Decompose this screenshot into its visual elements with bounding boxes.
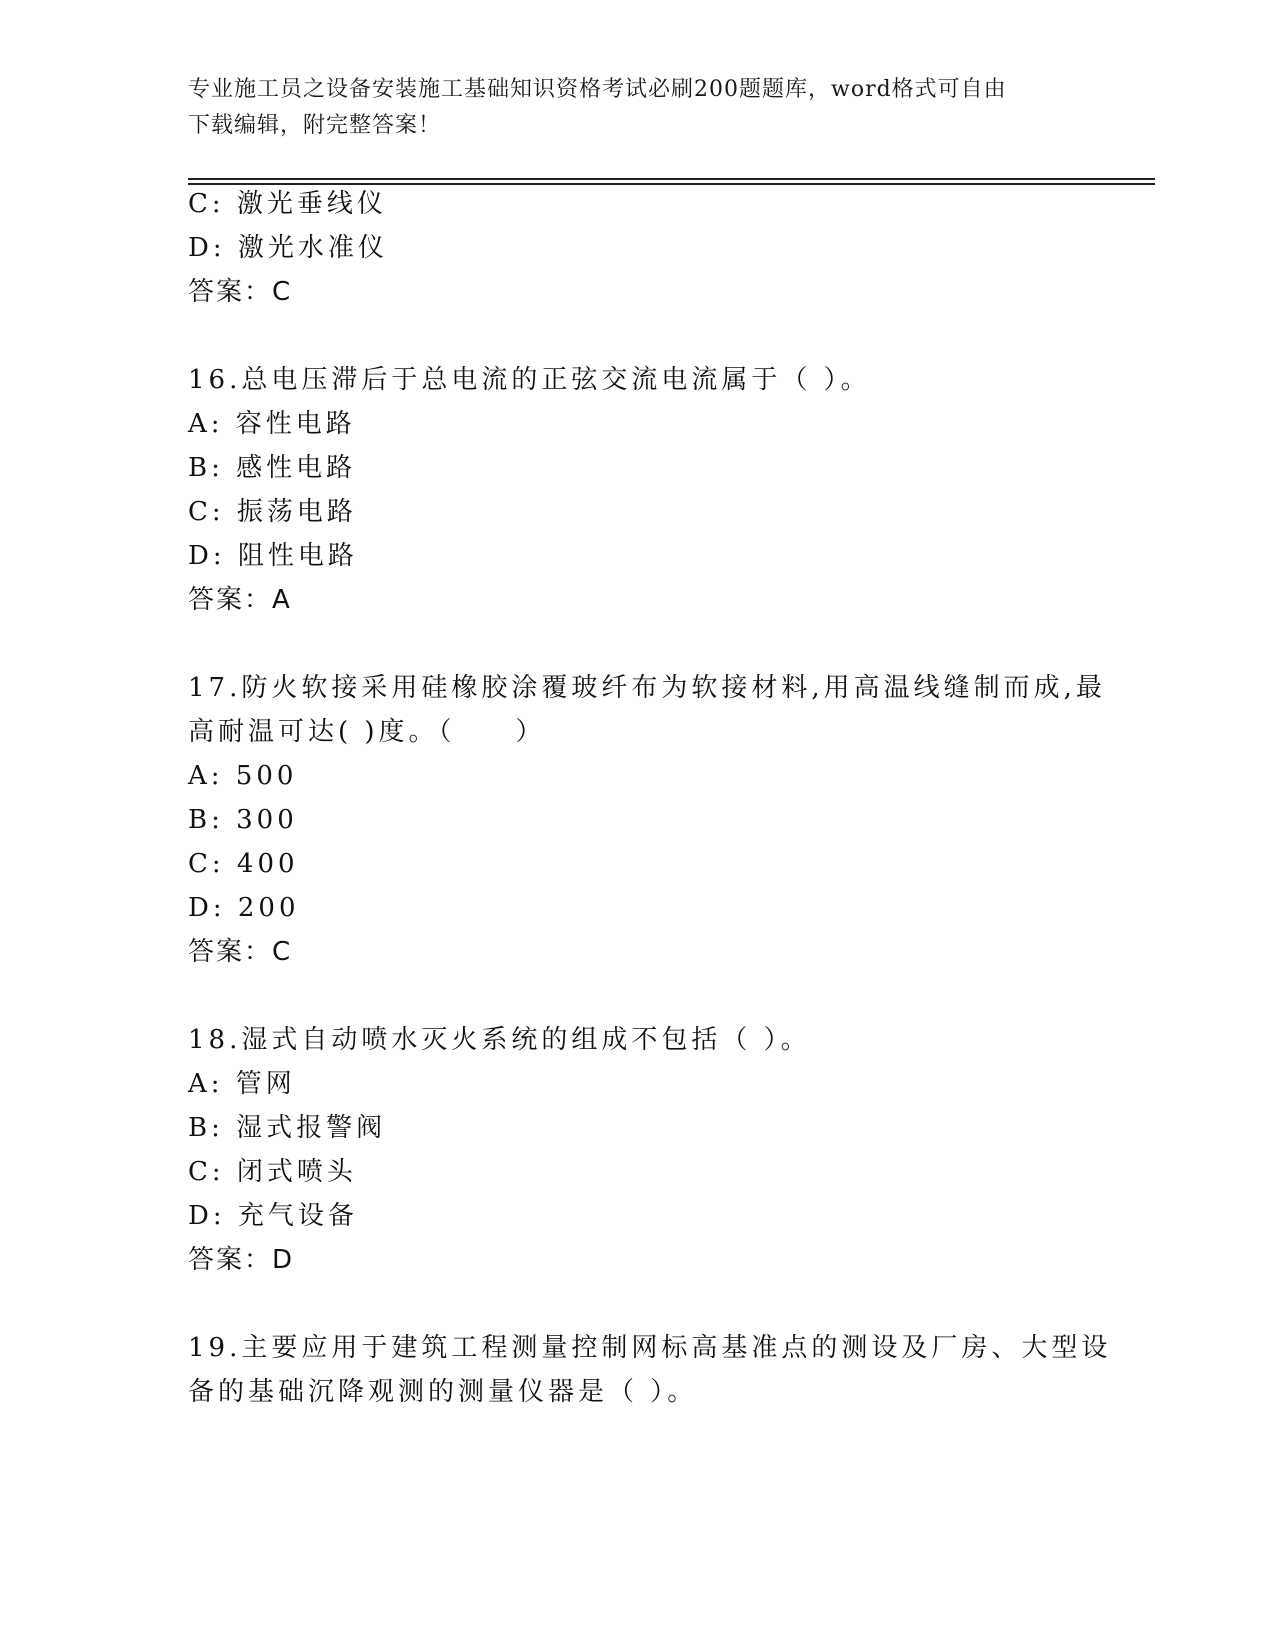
q15-answer: 答案：C [188, 277, 293, 307]
q18-option-a: A: 管网 [188, 1069, 296, 1099]
q17-option-c: C: 400 [188, 849, 299, 879]
q16-option-c: C: 振荡电路 [188, 497, 357, 527]
header-line-1: 专业施工员之设备安装施工基础知识资格考试必刷200题题库，word格式可自由 [188, 77, 1007, 102]
header-line-2: 下载编辑，附完整答案！ [188, 113, 442, 138]
q19-stem-line-2: 备的基础沉降观测的测量仪器是（ ）。 [188, 1377, 698, 1407]
q18-option-c: C: 闭式喷头 [188, 1157, 357, 1187]
q16-option-a: A: 容性电路 [188, 409, 356, 439]
header-rule-bottom [188, 183, 1155, 185]
q17-option-b: B: 300 [188, 805, 298, 835]
q15-option-c: C: 激光垂线仪 [188, 189, 387, 219]
q17-answer: 答案：C [188, 937, 293, 967]
q18-option-d: D: 充气设备 [188, 1201, 358, 1231]
document-header [188, 72, 1088, 144]
q19-stem-line-1: 19.主要应用于建筑工程测量控制网标高基准点的测设及厂房、大型设 [188, 1333, 1112, 1363]
q17-stem-line-2: 高耐温可达( )度。（ ） [188, 717, 546, 747]
q16-option-b: B: 感性电路 [188, 453, 357, 483]
q17-option-d: D: 200 [188, 893, 300, 923]
q18-answer: 答案：D [188, 1245, 295, 1275]
q16-answer: 答案：A [188, 585, 292, 615]
q18-stem: 18.湿式自动喷水灭火系统的组成不包括（ ）。 [188, 1025, 811, 1055]
q18-option-b: B: 湿式报警阀 [188, 1113, 387, 1143]
q15-option-d: D: 激光水准仪 [188, 233, 388, 263]
q17-stem-line-1: 17.防火软接采用硅橡胶涂覆玻纤布为软接材料,用高温线缝制而成,最 [188, 673, 1106, 703]
header-rule-top [188, 178, 1155, 180]
q17-option-a: A: 500 [188, 761, 298, 791]
q16-option-d: D: 阻性电路 [188, 541, 358, 571]
q16-stem: 16.总电压滞后于总电流的正弦交流电流属于（ ）。 [188, 365, 871, 395]
